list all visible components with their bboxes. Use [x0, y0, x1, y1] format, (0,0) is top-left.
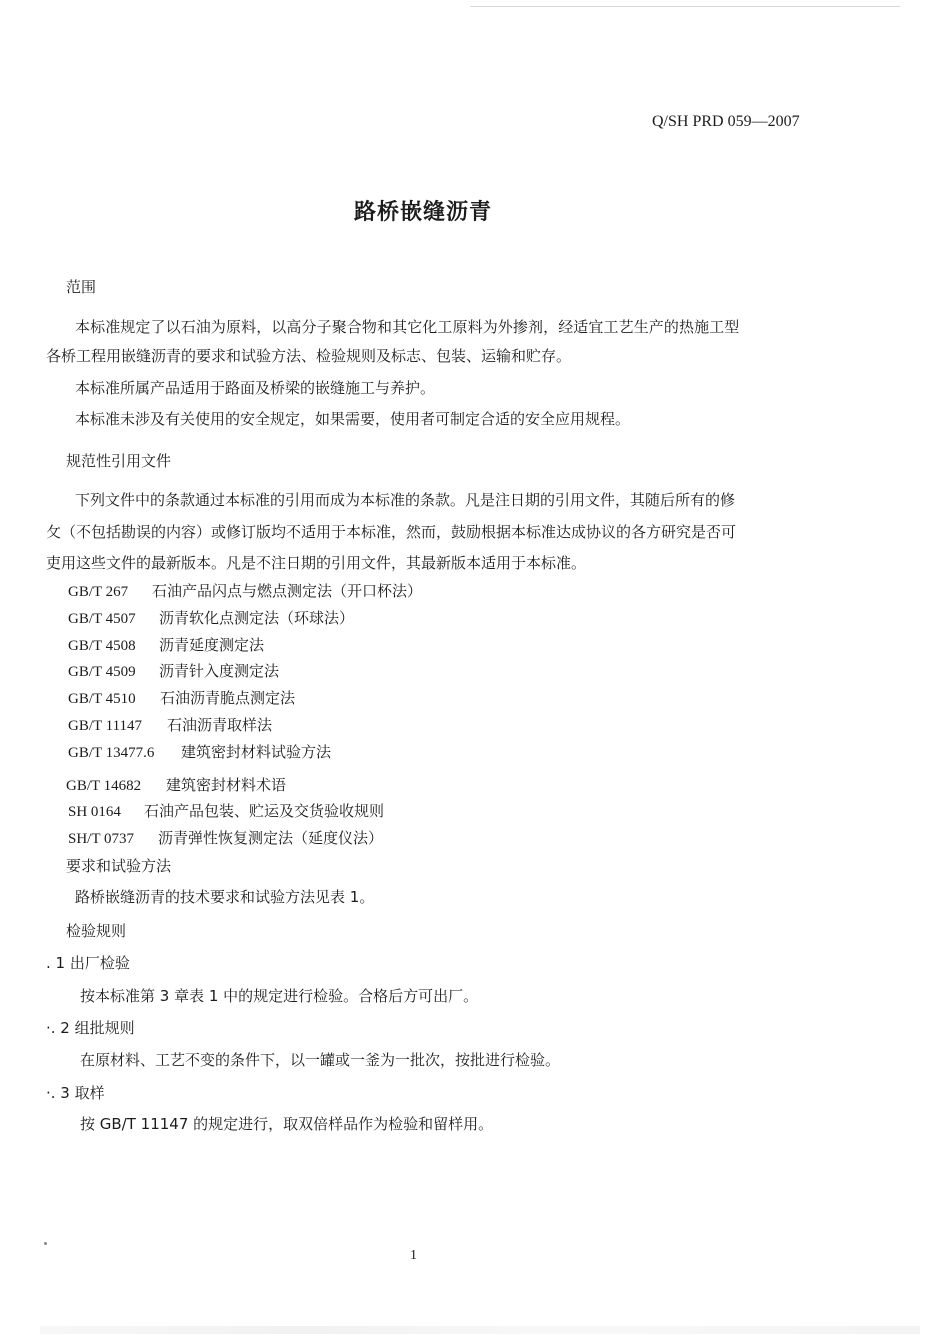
reference-name: 石油产品闪点与燃点测定法（开口杯法） [152, 582, 423, 600]
reference-item [68, 608, 354, 629]
scan-edge-line [470, 6, 900, 7]
reference-code: GB/T 13477.6 [68, 745, 155, 761]
section-heading-requirements: 要求和试验方法 [66, 857, 172, 875]
reference-name: 石油产品包装、贮运及交货验收规则 [144, 802, 385, 820]
scan-edge-shadow [40, 1326, 920, 1334]
reference-item [68, 661, 279, 682]
normative-paragraph-line: 吏用这些文件的最新版本。凡是不注日期的引用文件，其最新版本适用于本标准。 [46, 554, 587, 572]
reference-name: 沥青弹性恢复测定法（延度仪法） [158, 829, 384, 847]
reference-name: 石油沥青取样法 [167, 716, 273, 734]
section-heading-scope: 范围 [66, 278, 97, 296]
scope-paragraph: 本标准未涉及有关使用的安全规定，如果需要，使用者可制定合适的安全应用规程。 [75, 410, 631, 428]
document-title: 路桥嵌缝沥青 [353, 200, 492, 225]
reference-code: SH 0164 [68, 804, 121, 820]
reference-item [68, 688, 295, 709]
reference-name: 石油沥青脆点测定法 [160, 689, 296, 707]
subsection-title: ·. 3 取样 [46, 1084, 105, 1102]
normative-paragraph-line: 下列文件中的条款通过本标准的引用而成为本标准的条款。凡是注日期的引用文件，其随后所有的修 [75, 491, 736, 509]
document-code: Q/SH PRD 059—2007 [652, 113, 800, 130]
reference-code: GB/T 4510 [68, 691, 136, 707]
subsection-title: . 1 出厂检验 [46, 954, 130, 972]
section-heading-normative: 规范性引用文件 [66, 452, 172, 470]
reference-name: 沥青软化点测定法（环球法） [159, 609, 355, 627]
normative-paragraph-line: 攵（不包括勘误的内容）或修订版均不适用于本标准，然而，鼓励根据本标准达成协议的各方研究是否可 [46, 523, 737, 541]
reference-code: GB/T 11147 [68, 718, 143, 734]
reference-code: GB/T 4509 [68, 664, 136, 680]
reference-name: 建筑密封材料术语 [166, 776, 287, 794]
reference-item [68, 715, 272, 736]
reference-name: 沥青针入度测定法 [159, 662, 280, 680]
reference-item [68, 581, 422, 602]
reference-code: GB/T 267 [68, 584, 129, 600]
section-heading-inspection: 检验规则 [66, 922, 127, 940]
reference-code: SH/T 0737 [68, 831, 134, 847]
reference-item [68, 828, 383, 849]
reference-item [66, 775, 286, 796]
subsection-text: 按 GB/T 11147 的规定进行，取双倍样品作为检验和留样用。 [80, 1115, 494, 1133]
subsection-text: 按本标准第 3 章表 1 中的规定进行检验。合格后方可出厂。 [80, 987, 479, 1005]
reference-name: 建筑密封材料试验方法 [181, 743, 332, 761]
subsection-title: ·. 2 组批规则 [46, 1019, 135, 1037]
scope-paragraph: 本标准所属产品适用于路面及桥梁的嵌缝施工与养护。 [75, 379, 436, 397]
reference-item [68, 635, 264, 656]
scope-paragraph-line: 本标准规定了以石油为原料，以高分子聚合物和其它化工原料为外掺剂，经适宜工艺生产的热施工型 [75, 318, 740, 336]
reference-code: GB/T 4507 [68, 611, 136, 627]
subsection-text: 在原材料、工艺不变的条件下，以一罐或一釜为一批次，按批进行检验。 [80, 1051, 561, 1069]
reference-item [68, 801, 384, 822]
page-number: 1 [410, 1248, 417, 1263]
reference-item [68, 742, 331, 763]
scope-paragraph-line: 各桥工程用嵌缝沥青的要求和试验方法、检验规则及标志、包装、运输和贮存。 [46, 347, 572, 365]
scan-speck [44, 1242, 47, 1245]
reference-code: GB/T 14682 [66, 778, 142, 794]
requirements-paragraph: 路桥嵌缝沥青的技术要求和试验方法见表 1。 [75, 888, 375, 906]
reference-code: GB/T 4508 [68, 638, 136, 654]
reference-name: 沥青延度测定法 [159, 636, 265, 654]
